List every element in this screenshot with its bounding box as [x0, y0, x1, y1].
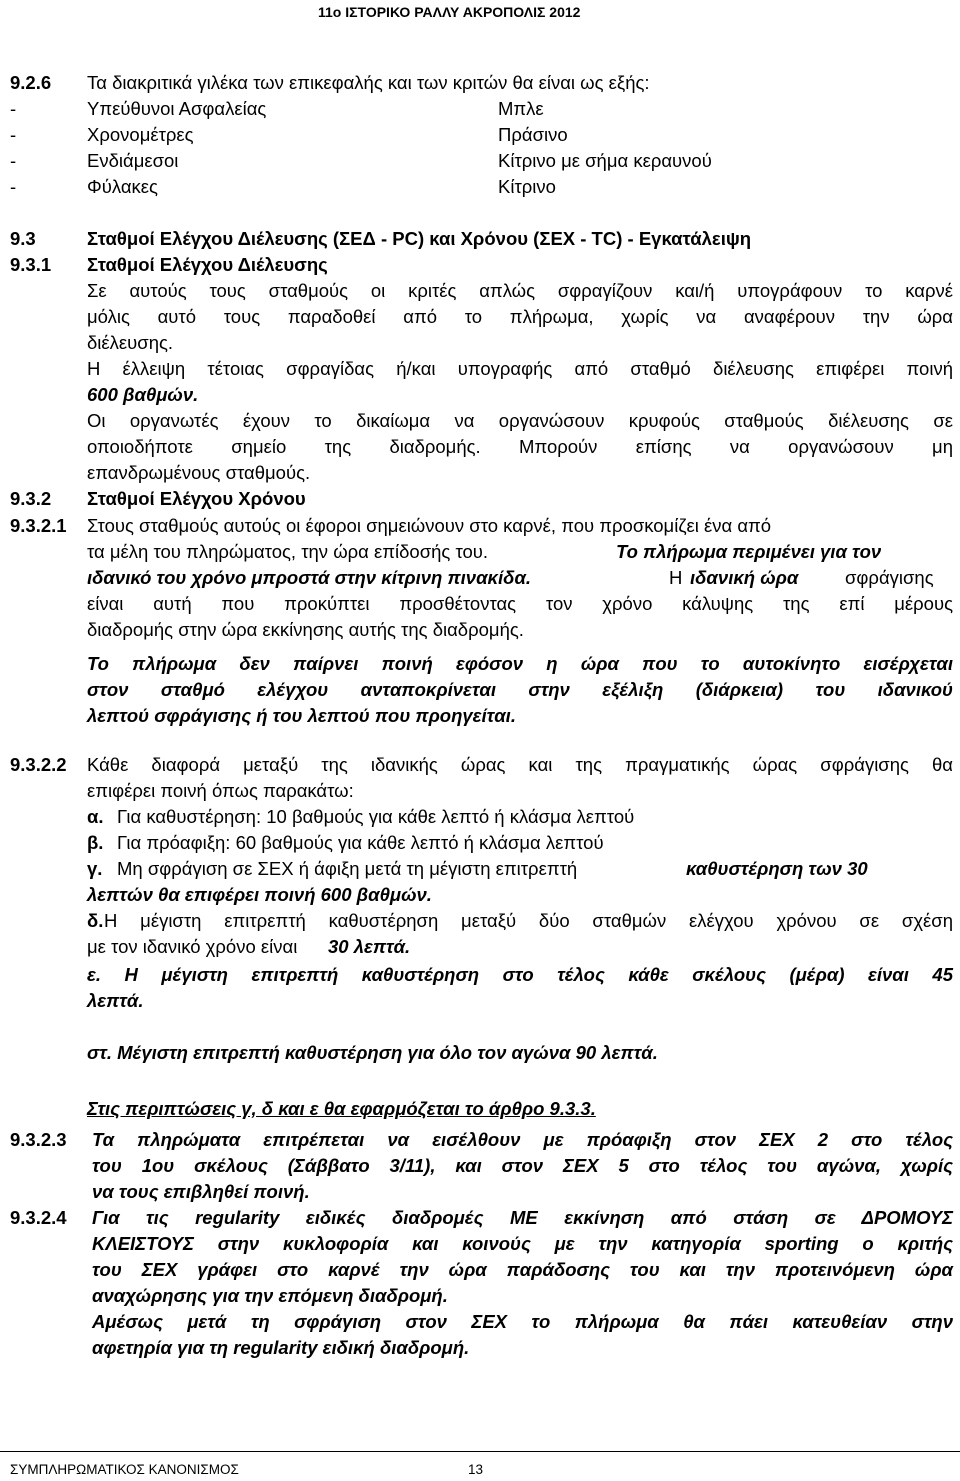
vest-role: Φύλακες [87, 176, 158, 197]
emphasis-line: στ. Μέγιστη επιτρεπτή καθυστέρηση για όλο τον αγώνα 90 λεπτά. [87, 1042, 658, 1063]
emphasis-line: στον σταθμό ελέγχου ανταποκρίνεται στην εξέλιξη (διάρκεια) του ιδανικού [87, 679, 953, 700]
emphasis-line: λεπτών θα επιφέρει ποινή 600 βαθμών. [87, 884, 432, 905]
emphasis-line: λεπτού σφράγισης ή του λεπτού που προηγείται. [87, 705, 516, 726]
vest-role: Χρονομέτρες [87, 124, 194, 145]
emphasis-line: ΚΛΕΙΣΤΟΥΣ στην κυκλοφορία και κοινούς με την κατηγορία sporting ο κριτής [92, 1233, 953, 1254]
note-line: Στις περιπτώσεις γ, δ και ε θα εφαρμόζεται το άρθρο 9.3.3. [87, 1098, 596, 1119]
vest-role: Ενδιάμεσοι [87, 150, 179, 171]
emphasis-line: λεπτά. [87, 990, 144, 1011]
emphasis-text: καθυστέρηση των 30 [686, 858, 868, 879]
paragraph-line: Η έλλειψη τέτοιας σφραγίδας ή/και υπογραφής από σταθμό διέλευσης επιφέρει ποινή [87, 358, 953, 379]
emphasis-line: του 1ου σκέλους (Σάββατο 3/11), και στον ΣΕΧ 5 στο τέλος του αγώνα, χωρίς [92, 1155, 953, 1176]
section-number: 9.3.2.1 [10, 515, 67, 536]
paragraph-line: Οι οργανωτές έχουν το δικαίωμα να οργανώσουν κρυφούς σταθμούς διέλευσης σε [87, 410, 953, 431]
emphasis-text: Το πλήρωμα περιμένει για τον [616, 541, 882, 562]
list-marker: α. [87, 806, 104, 827]
paragraph-line: οποιοδήποτε σημείο της διαδρομής. Μπορούν επίσης να οργανώσουν μη [87, 436, 953, 457]
emphasis-line: του ΣΕΧ γράφει στο καρνέ την ώρα παράδοσης του και την προτεινόμενη ώρα [92, 1259, 953, 1280]
penalty-emphasis: 600 βαθμών. [87, 384, 199, 405]
section-intro: Τα διακριτικά γιλέκα των επικεφαλής και των κριτών θα είναι ως εξής: [87, 72, 650, 93]
list-item-text: Για πρόαφιξη: 60 βαθμούς για κάθε λεπτό ή κλάσμα λεπτού [117, 832, 604, 853]
paragraph-word: σφράγισης [845, 567, 934, 588]
emphasis-text: ιδανικό του χρόνο μπροστά στην κίτρινη πινακίδα. [87, 567, 532, 588]
paragraph-line: επανδρωμένους σταθμούς. [87, 462, 311, 483]
paragraph-line: με τον ιδανικό χρόνο είναι [87, 936, 298, 957]
emphasis-text: 30 λεπτά. [328, 936, 411, 957]
page-header: 11ο ΙΣΤΟΡΙΚΟ ΡΑΛΛΥ ΑΚΡΟΠΟΛΙΣ 2012 [318, 4, 581, 20]
list-dash: - [10, 150, 17, 171]
emphasis-line: να τους επιβληθεί ποινή. [92, 1181, 310, 1202]
vest-role: Υπεύθυνοι Ασφαλείας [87, 98, 267, 119]
section-title: Σταθμοί Ελέγχου Χρόνου [87, 488, 306, 509]
paragraph-line: Στους σταθμούς αυτούς οι έφοροι σημειώνουν στο καρνέ, που προσκομίζει ένα από [87, 515, 772, 536]
vest-color: Πράσινο [498, 124, 568, 145]
list-marker: β. [87, 832, 104, 853]
emphasis-line: αφετηρία για τη regularity ειδική διαδρομή. [92, 1337, 470, 1358]
list-dash: - [10, 98, 17, 119]
vest-color: Μπλε [498, 98, 544, 119]
paragraph-line: είναι αυτή που προκύπτει προσθέτοντας τον χρόνο κάλυψης της επί μέρους [87, 593, 953, 614]
section-number: 9.3.2.2 [10, 754, 67, 775]
emphasis-line: ε. Η μέγιστη επιτρεπτή καθυστέρηση στο τέλος κάθε σκέλους (μέρα) είναι 45 [87, 964, 953, 985]
paragraph-line: διέλευσης. [87, 332, 174, 353]
list-dash: - [10, 176, 17, 197]
footer-divider [0, 1451, 960, 1452]
section-title: Σταθμοί Ελέγχου Διέλευσης (ΣΕΔ - PC) και Χρόνου (ΣΕΧ - TC) - Εγκατάλειψη [87, 228, 752, 249]
list-item-text: Μη σφράγιση σε ΣΕΧ ή άφιξη μετά τη μέγιστη επιτρεπτή [117, 858, 578, 879]
paragraph-line: διαδρομής στην ώρα εκκίνησης αυτής της διαδρομής. [87, 619, 524, 640]
emphasis-line: Αμέσως μετά τη σφράγιση στον ΣΕΧ το πλήρωμα θα πάει κατευθείαν στην [92, 1311, 953, 1332]
footer-title: ΣΥΜΠΛΗΡΩΜΑΤΙΚΟΣ ΚΑΝΟΝΙΣΜΟΣ [10, 1462, 239, 1477]
emphasis-line: αναχώρησης για την επόμενη διαδρομή. [92, 1285, 448, 1306]
section-number: 9.3.1 [10, 254, 52, 275]
list-marker: δ. [87, 910, 104, 931]
section-number: 9.2.6 [10, 72, 52, 93]
list-dash: - [10, 124, 17, 145]
emphasis-text: ιδανική ώρα [690, 567, 799, 588]
section-number: 9.3 [10, 228, 36, 249]
section-number: 9.3.2.3 [10, 1129, 67, 1150]
list-item-text: Για καθυστέρηση: 10 βαθμούς για κάθε λεπτό ή κλάσμα λεπτού [117, 806, 635, 827]
section-number: 9.3.2 [10, 488, 52, 509]
paragraph-line: μόλις αυτό τους παραδοθεί από το πλήρωμα, χωρίς να αναφέρουν την ώρα [87, 306, 953, 327]
vest-color: Κίτρινο με σήμα κεραυνού [498, 150, 712, 171]
section-title: Σταθμοί Ελέγχου Διέλευσης [87, 254, 328, 275]
emphasis-line: Το πλήρωμα δεν παίρνει ποινή εφόσον η ώρα που το αυτοκίνητο εισέρχεται [87, 653, 953, 674]
paragraph-line: Σε αυτούς τους σταθμούς οι κριτές απλώς σφραγίζουν και/ή υπογράφουν το καρνέ [87, 280, 953, 301]
section-number: 9.3.2.4 [10, 1207, 67, 1228]
paragraph-line: Κάθε διαφορά μεταξύ της ιδανικής ώρας και της πραγματικής ώρας σφράγισης θα [87, 754, 953, 775]
paragraph-word: Η [669, 567, 683, 588]
vest-color: Κίτρινο [498, 176, 556, 197]
page-number: 13 [468, 1462, 484, 1477]
emphasis-line: Για τις regularity ειδικές διαδρομές ΜΕ εκκίνηση από στάση σε ΔΡΟΜΟΥΣ [92, 1207, 953, 1228]
list-marker: γ. [87, 858, 103, 879]
paragraph-line: τα μέλη του πληρώματος, την ώρα επίδοσής του. [87, 541, 489, 562]
emphasis-line: Τα πληρώματα επιτρέπεται να εισέλθουν με πρόαφιξη στον ΣΕΧ 2 στο τέλος [92, 1129, 953, 1150]
list-item-text: Η μέγιστη επιτρεπτή καθυστέρηση μεταξύ δύο σταθμών ελέγχου χρόνου σε σχέση [104, 910, 953, 931]
paragraph-line: επιφέρει ποινή όπως παρακάτω: [87, 780, 354, 801]
